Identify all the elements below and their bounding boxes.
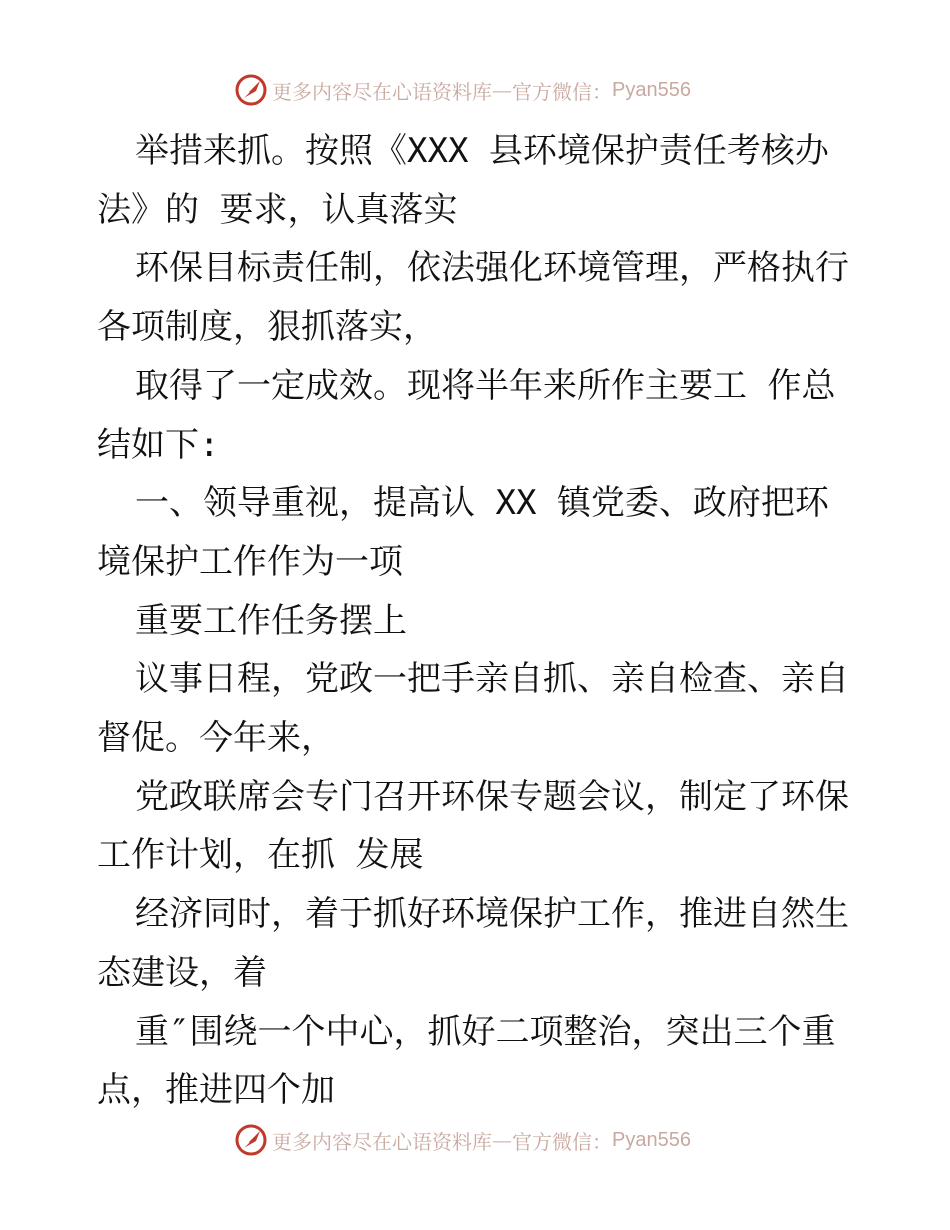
paragraph-2: 环保目标责任制，依法强化环境管理，严格执行各项制度，狠抓落实， [97,248,849,348]
quill-logo-icon [234,73,268,107]
paragraph-7: 党政联席会专门召开环保专题会议，制定了环保工作计划，在抓 发展 [97,776,849,876]
banner-wechat-id: Pyan556 [612,78,691,101]
document-body [97,122,857,1120]
banner-separator: — [492,1128,512,1152]
paragraph-5: 重要工作任务摆上 [135,600,407,641]
banner-main-text: 更多内容尽在心语资料库 [272,1129,492,1154]
paragraph-3: 取得了一定成效。现将半年来所作主要工 作总结如下: [97,365,836,465]
paragraph-6: 议事日程，党政一把手亲自抓、亲自检查、亲自督促。今年来， [97,659,849,759]
banner-separator: — [492,78,512,102]
paragraph-9: 重″围绕一个中心，抓好二项整治，突出三个重点，推进四个加 [97,1011,836,1111]
header-watermark-banner [234,72,691,108]
paragraph-4: 一、领导重视，提高认 XX 镇党委、政府把环境保护工作作为一项 [97,483,829,582]
banner-main-text: 更多内容尽在心语资料库 [272,79,492,104]
banner-wechat-label: 官方微信： [512,1129,612,1154]
paragraph-1: 举措来抓。按照《XXX 县环境保护责任考核办法》的 要求，认真落实 [97,131,829,230]
banner-wechat-id: Pyan556 [612,1128,691,1151]
banner-wechat-label: 官方微信： [512,79,612,104]
quill-logo-icon [234,1123,268,1157]
paragraph-8: 经济同时，着于抓好环境保护工作，推进自然生态建设，着 [97,894,849,993]
footer-watermark-banner [234,1122,691,1158]
